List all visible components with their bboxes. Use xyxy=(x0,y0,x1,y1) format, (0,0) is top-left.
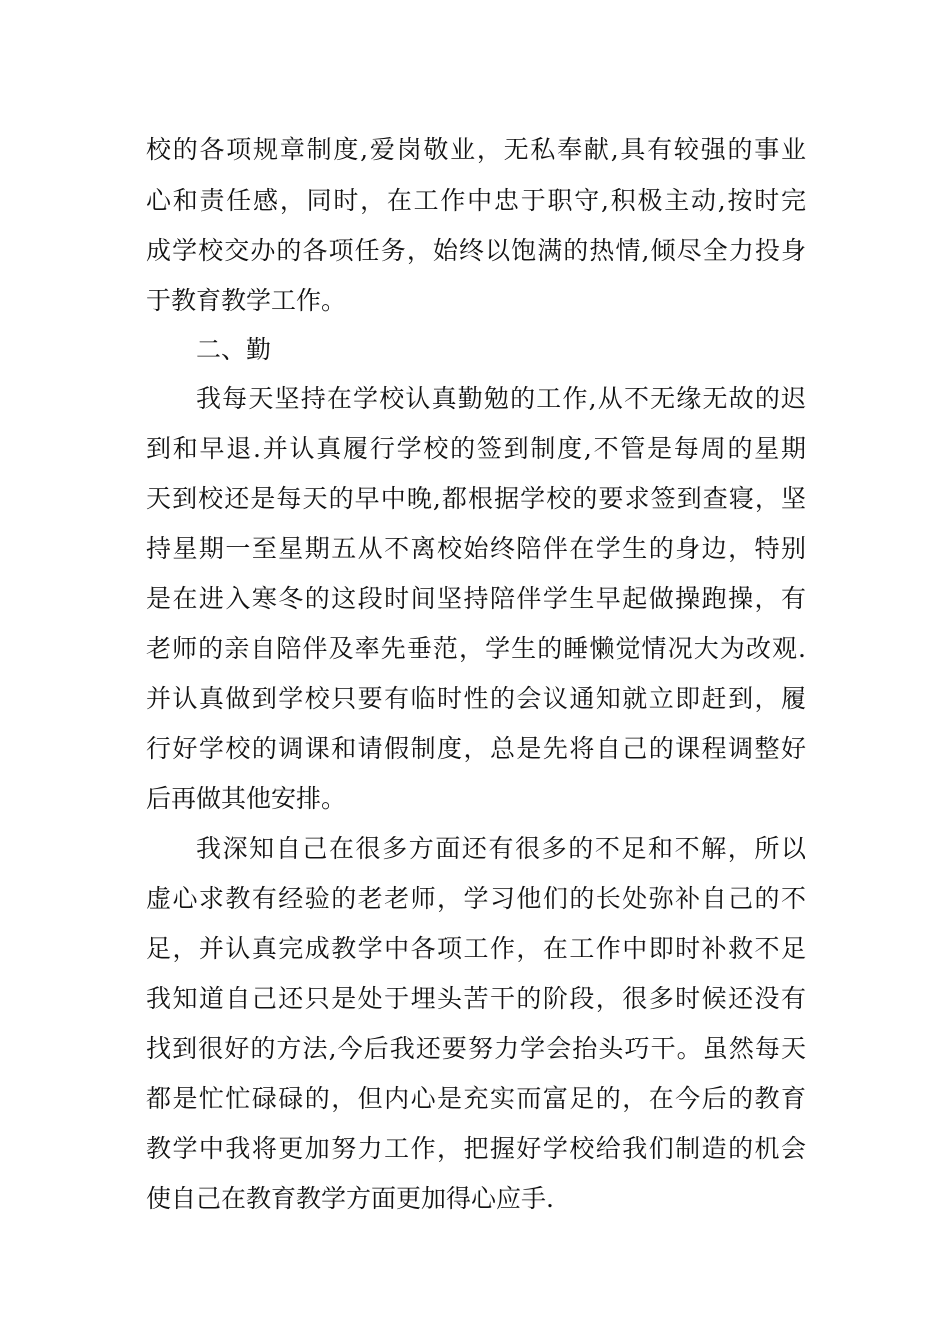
text-line: 都是忙忙碌碌的，但内心是充实而富足的，在今后的教育 xyxy=(146,1084,806,1113)
text-line: 心和责任感，同时，在工作中忠于职守,积极主动,按时完 xyxy=(146,186,806,215)
text-line: 天到校还是每天的早中晚,都根据学校的要求签到查寝，坚 xyxy=(146,484,806,513)
text-line: 找到很好的方法,今后我还要努力学会抬头巧干。虽然每天 xyxy=(146,1034,806,1063)
text-line: 足，并认真完成教学中各项工作，在工作中即时补救不足 xyxy=(146,934,806,963)
text-line: 我深知自己在很多方面还有很多的不足和不解，所以 xyxy=(196,834,806,863)
text-line: 校的各项规章制度,爱岗敬业，无私奉献,具有较强的事业 xyxy=(146,135,806,164)
text-line: 老师的亲自陪伴及率先垂范，学生的睡懒觉情况大为改观. xyxy=(146,634,806,663)
text-line: 是在进入寒冬的这段时间坚持陪伴学生早起做操跑操，有 xyxy=(146,584,806,613)
text-line: 我知道自己还只是处于埋头苦干的阶段，很多时候还没有 xyxy=(146,984,806,1013)
text-line: 成学校交办的各项任务，始终以饱满的热情,倾尽全力投身 xyxy=(146,236,806,265)
text-line: 于教育教学工作。 xyxy=(146,286,347,315)
text-line: 后再做其他安排。 xyxy=(146,784,347,813)
text-line: 教学中我将更加努力工作，把握好学校给我们制造的机会 xyxy=(146,1134,806,1163)
text-line: 虚心求教有经验的老老师，学习他们的长处弥补自己的不 xyxy=(146,884,806,913)
text-line: 我每天坚持在学校认真勤勉的工作,从不无缘无故的迟 xyxy=(196,384,806,413)
text-line: 使自己在教育教学方面更加得心应手. xyxy=(146,1184,554,1213)
text-line: 并认真做到学校只要有临时性的会议通知就立即赶到，履 xyxy=(146,684,806,713)
section-heading: 二、勤 xyxy=(196,335,272,364)
text-line: 到和早退.并认真履行学校的签到制度,不管是每周的星期 xyxy=(146,434,806,463)
text-line: 行好学校的调课和请假制度，总是先将自己的课程调整好 xyxy=(146,734,806,763)
text-line: 持星期一至星期五从不离校始终陪伴在学生的身边，特别 xyxy=(146,534,806,563)
